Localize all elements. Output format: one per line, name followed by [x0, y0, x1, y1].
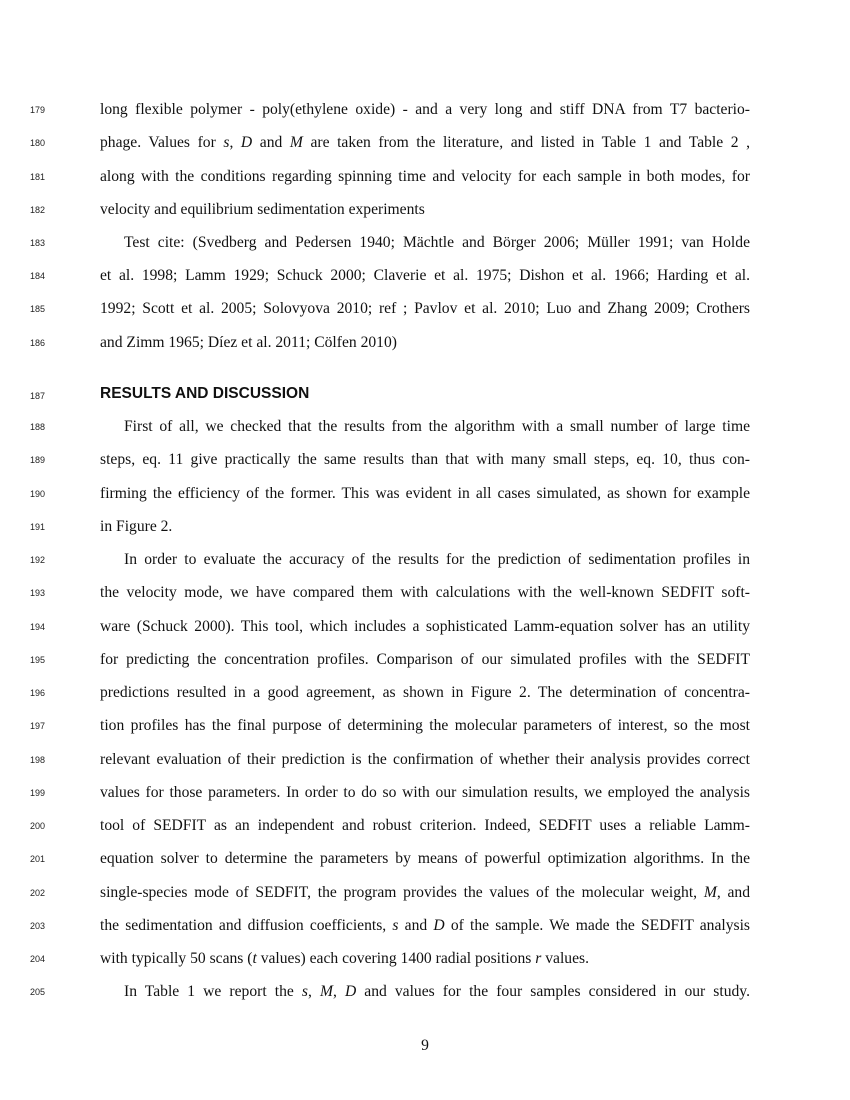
line-number: 194: [30, 622, 46, 632]
line-number: 187: [30, 391, 46, 401]
text-line: ware (Schuck 2000). This tool, which includes a sophisticated Lamm-equation solver has an utility: [100, 618, 750, 635]
text-line: steps, eq. 11 give practically the same results than that with many small steps, eq. 10, thus con-: [100, 451, 750, 468]
line-number: 181: [30, 172, 46, 182]
text-line: predictions resulted in a good agreement, as shown in Figure 2. The determination of concentra-: [100, 684, 750, 701]
text-line: the velocity mode, we have compared them with calculations with the well-known SEDFIT soft-: [100, 584, 750, 601]
line-number: 191: [30, 522, 46, 532]
text-line: values for those parameters. In order to do so with our simulation results, we employed the analysis: [100, 784, 750, 801]
text-line: tool of SEDFIT as an independent and robust criterion. Indeed, SEDFIT uses a reliable Lamm-: [100, 817, 750, 834]
line-number: 196: [30, 688, 46, 698]
text-line: In Table 1 we report the s, M, D and values for the four samples considered in our study.: [124, 983, 750, 1000]
line-number: 183: [30, 238, 46, 248]
line-number: 203: [30, 921, 46, 931]
text-line: in Figure 2.: [100, 518, 173, 535]
text-line: firming the efficiency of the former. This was evident in all cases simulated, as shown for example: [100, 485, 750, 502]
line-number: 197: [30, 721, 46, 731]
line-number: 192: [30, 555, 46, 565]
line-number: 200: [30, 821, 46, 831]
section-heading: RESULTS AND DISCUSSION: [100, 385, 310, 402]
text-line: with typically 50 scans (t values) each covering 1400 radial positions r values.: [100, 950, 589, 967]
text-line: equation solver to determine the parameters by means of powerful optimization algorithms. In the: [100, 850, 750, 867]
line-number: 205: [30, 987, 46, 997]
line-number: 186: [30, 338, 46, 348]
line-number: 182: [30, 205, 46, 215]
line-number: 188: [30, 422, 46, 432]
line-number: 201: [30, 854, 46, 864]
line-number: 180: [30, 138, 46, 148]
text-line: velocity and equilibrium sedimentation experiments: [100, 201, 425, 218]
line-number: 179: [30, 105, 46, 115]
text-line: along with the conditions regarding spinning time and velocity for each sample in both modes, for: [100, 168, 750, 185]
line-number: 202: [30, 888, 46, 898]
text-line: 1992; Scott et al. 2005; Solovyova 2010; ref ; Pavlov et al. 2010; Luo and Zhang 2009; Crothers: [100, 300, 750, 317]
line-number: 190: [30, 489, 46, 499]
text-line: In order to evaluate the accuracy of the results for the prediction of sedimentation profiles in: [124, 551, 750, 568]
line-number: 199: [30, 788, 46, 798]
page-number: 9: [421, 1037, 429, 1054]
text-line: long flexible polymer - poly(ethylene oxide) - and a very long and stiff DNA from T7 bacterio-: [100, 101, 750, 118]
line-number: 195: [30, 655, 46, 665]
line-number: 193: [30, 588, 46, 598]
text-line: First of all, we checked that the results from the algorithm with a small number of large time: [124, 418, 750, 435]
text-line: and Zimm 1965; Díez et al. 2011; Cölfen 2010): [100, 334, 397, 351]
text-line: the sedimentation and diffusion coefficients, s and D of the sample. We made the SEDFIT analysis: [100, 917, 750, 934]
text-line: for predicting the concentration profiles. Comparison of our simulated profiles with the SEDFIT: [100, 651, 750, 668]
text-line: et al. 1998; Lamm 1929; Schuck 2000; Claverie et al. 1975; Dishon et al. 1966; Harding et al.: [100, 267, 750, 284]
text-line: Test cite: (Svedberg and Pedersen 1940; Mächtle and Börger 2006; Müller 1991; van Holde: [124, 234, 750, 251]
line-number: 204: [30, 954, 46, 964]
text-line: relevant evaluation of their prediction is the confirmation of whether their analysis provides correct: [100, 751, 750, 768]
line-number: 185: [30, 304, 46, 314]
text-line: single-species mode of SEDFIT, the program provides the values of the molecular weight, M, and: [100, 884, 750, 901]
text-line: phage. Values for s, D and M are taken from the literature, and listed in Table 1 and Table 2 ,: [100, 134, 751, 151]
line-number: 189: [30, 455, 46, 465]
text-line: tion profiles has the final purpose of determining the molecular parameters of interest, so the most: [100, 717, 750, 734]
line-number: 184: [30, 271, 46, 281]
line-number: 198: [30, 755, 46, 765]
